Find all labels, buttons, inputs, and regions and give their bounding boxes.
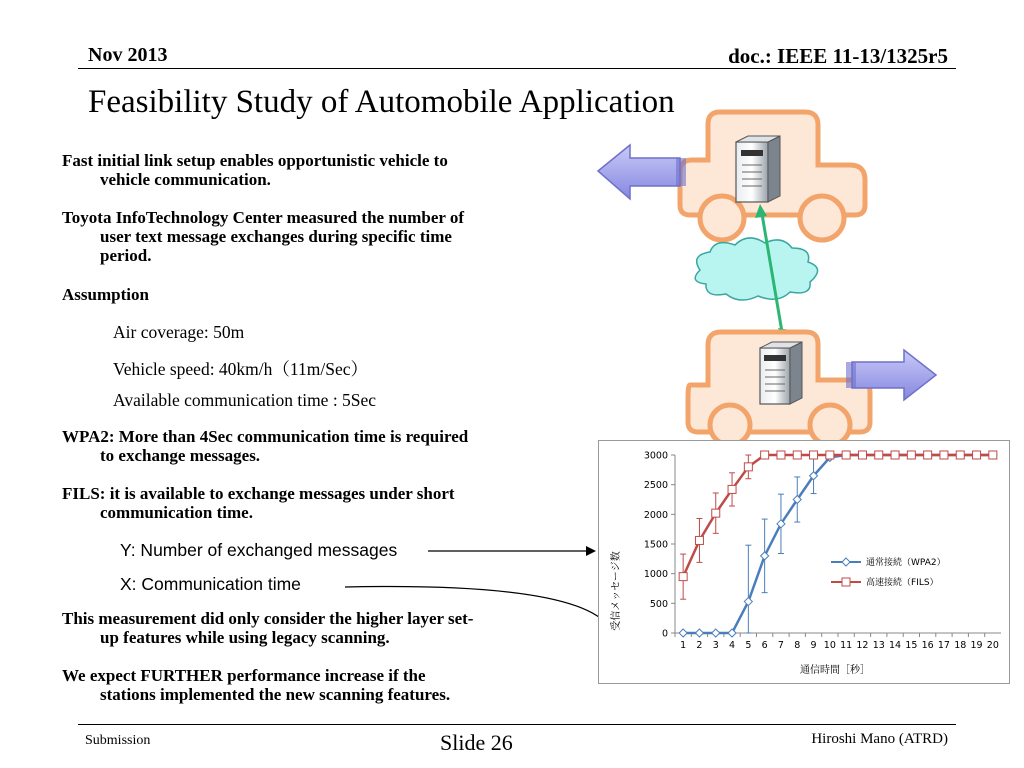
chart-y-tick-label: 2000 — [643, 509, 668, 521]
pointer-y-axis — [428, 546, 596, 556]
direction-arrow-left-icon — [598, 145, 686, 199]
chart-x-tick-label: 2 — [696, 640, 703, 651]
paragraph-line: communication time. — [100, 503, 253, 522]
chart-y-tick-label: 3000 — [643, 450, 668, 462]
footer-submission: Submission — [85, 733, 151, 748]
chart-x-tick-label: 5 — [745, 640, 752, 651]
chart-y-label: 受信メッセージ数 — [611, 551, 622, 631]
chart-point — [744, 463, 752, 471]
chart-x-tick-label: 3 — [712, 640, 719, 651]
paragraph-line: FILS: it is available to exchange messages under short — [62, 484, 455, 503]
paragraph-line: This measurement did only consider the higher layer set- — [62, 609, 474, 628]
chart-series-0 — [679, 451, 997, 637]
server-icon — [760, 342, 802, 404]
chart-point — [695, 629, 703, 637]
note-x-axis: X: Communication time — [120, 574, 301, 594]
chart-x-tick-label: 1 — [680, 640, 687, 651]
chart-svg — [599, 441, 1009, 683]
chart-point — [761, 451, 769, 459]
chart-point — [810, 451, 818, 459]
paragraph-line: Fast initial link setup enables opportunistic vehicle to — [62, 151, 448, 170]
header-doc-id: doc.: IEEE 11-13/1325r5 — [728, 44, 948, 68]
chart-point — [712, 629, 720, 637]
chart-y-tick-label: 1500 — [643, 539, 668, 551]
paragraph-assumption: Assumption — [62, 285, 149, 304]
legend-fils-marker — [842, 578, 850, 586]
chart-point — [793, 451, 801, 459]
paragraph-line: Toyota InfoTechnology Center measured the number of — [62, 208, 465, 227]
cloud-icon — [695, 238, 817, 300]
chart-x-tick-label: 13 — [872, 640, 885, 651]
chart-x-tick-label: 6 — [761, 640, 768, 651]
paragraph-line: We expect FURTHER performance increase if the — [62, 666, 426, 685]
footer-slide-number: Slide 26 — [440, 730, 513, 755]
chart-x-tick-label: 16 — [921, 640, 934, 651]
legend-wpa2-label: 通常接続（WPA2） — [866, 558, 946, 568]
chart-point — [940, 451, 948, 459]
server-icon — [736, 136, 780, 202]
chart-point — [712, 509, 720, 517]
paragraph-line: period. — [100, 246, 152, 265]
paragraph-line: user text message exchanges during specific time — [100, 227, 452, 246]
chart-point — [777, 451, 785, 459]
chart-y-tick-label: 0 — [661, 628, 668, 640]
chart-point — [907, 451, 915, 459]
chart-point — [842, 451, 850, 459]
chart-x-tick-label: 17 — [937, 640, 950, 651]
assumption-time: Available communication time : 5Sec — [113, 390, 377, 410]
footer-author: Hiroshi Mano (ATRD) — [811, 731, 948, 747]
legend-wpa2-marker — [842, 558, 850, 566]
paragraph-line: WPA2: More than 4Sec communication time is required — [62, 427, 469, 446]
chart-x-tick-label: 15 — [905, 640, 918, 651]
chart-container — [598, 440, 1010, 684]
note-y-axis: Y: Number of exchanged messages — [120, 540, 398, 560]
chart-series-line — [683, 455, 993, 633]
chart-x-tick-label: 7 — [777, 640, 784, 651]
slide-title: Feasibility Study of Automobile Application — [88, 84, 675, 120]
paragraph-line: stations implemented the new scanning features. — [100, 685, 451, 704]
paragraph-line: vehicle communication. — [100, 170, 271, 189]
legend-fils-label: 高速接続（FILS） — [866, 578, 939, 588]
chart-x-tick-label: 11 — [840, 640, 853, 651]
chart-series-1 — [679, 451, 997, 599]
chart-point — [989, 451, 997, 459]
chart-x-tick-label: 18 — [954, 640, 967, 651]
footer-rule — [78, 724, 956, 725]
chart-x-tick-label: 4 — [729, 640, 736, 651]
assumption-coverage: Air coverage: 50m — [113, 322, 245, 342]
chart-x-tick-label: 12 — [856, 640, 869, 651]
chart-point — [695, 536, 703, 544]
chart-point — [858, 451, 866, 459]
chart-y-tick-label: 500 — [649, 598, 668, 610]
chart-point — [956, 451, 964, 459]
chart-legend — [831, 556, 946, 588]
assumption-speed: Vehicle speed: 40km/h（11m/Sec） — [113, 359, 368, 379]
chart-x-tick-label: 20 — [986, 640, 999, 651]
chart-point — [679, 573, 687, 581]
header-date: Nov 2013 — [88, 44, 168, 66]
chart-point — [973, 451, 981, 459]
chart-x-tick-label: 19 — [970, 640, 983, 651]
chart-x-tick-label: 9 — [810, 640, 817, 651]
chart-x-tick-label: 8 — [794, 640, 801, 651]
chart-point — [826, 451, 834, 459]
chart-x-tick-label: 10 — [823, 640, 836, 651]
chart-point — [891, 451, 899, 459]
paragraph-line: to exchange messages. — [100, 446, 261, 465]
chart-point — [924, 451, 932, 459]
chart-x-label: 通信時間［秒］ — [800, 665, 870, 676]
chart-point — [875, 451, 883, 459]
chart-point — [728, 485, 736, 493]
chart-y-tick-label: 2500 — [643, 480, 668, 492]
chart-x-tick-label: 14 — [889, 640, 902, 651]
chart-y-tick-label: 1000 — [643, 569, 668, 581]
chart-point — [679, 629, 687, 637]
paragraph-line: up features while using legacy scanning. — [100, 628, 390, 647]
